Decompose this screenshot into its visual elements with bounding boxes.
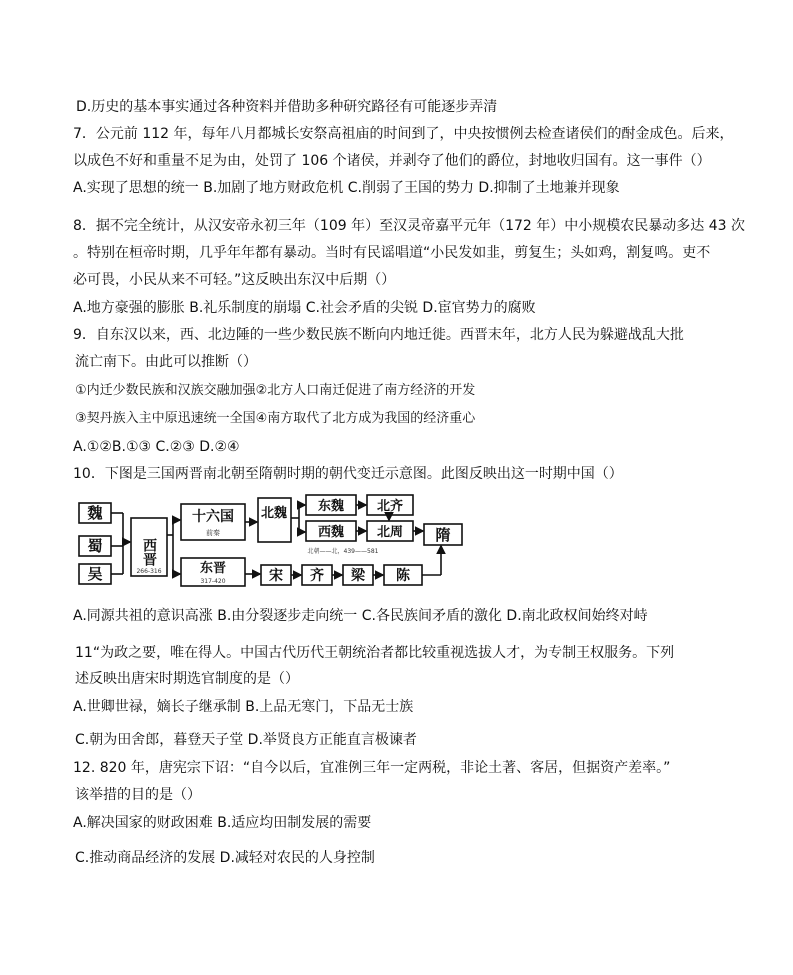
xijin-years: 266-316 [136, 568, 162, 575]
node-sui: 隋 [435, 526, 451, 544]
node-xijin: 西晋 [141, 538, 157, 566]
node-xiwei: 西魏 [317, 525, 345, 540]
q9-item-1: ①内迁少数民族和汉族交融加强②北方人口南迁促进了南方经济的开发 [75, 383, 476, 398]
q7-options: A.实现了思想的统一 B.加剧了地方财政危机 C.削弱了王国的势力 D.抑制了土地兼并现象 [73, 180, 620, 196]
node-beizhou: 北周 [376, 525, 404, 540]
q11-options-cd: C.朝为田舍郎，暮登天子堂 D.举贤良方正能直言极谏者 [75, 732, 417, 748]
node-beiqi: 北齐 [376, 499, 404, 514]
node-qi: 齐 [310, 568, 324, 584]
q11-line-2: 述反映出唐宋时期选官制度的是（） [75, 671, 299, 687]
q12-line-1: 12. 820 年，唐宪宗下诏：“自今以后，宜准例三年一定两税，非论土著、客居，但据资产差率。” [73, 760, 671, 776]
node-wei: 魏 [87, 504, 103, 522]
node-sixteen: 十六国 [192, 509, 234, 525]
q10-options: A.同源共祖的意识高涨 B.由分裂逐步走向统一 C.各民族间矛盾的激化 D.南北政权间始终对峙 [73, 608, 648, 624]
q7-line-2: 以成色不好和重量不足为由，处罚了 106 个诸侯，并剥夺了他们的爵位，封地收归国有。这一事件（） [73, 153, 711, 169]
q12-line-2: 该举措的目的是（） [75, 787, 201, 803]
node-chen: 陈 [396, 568, 410, 584]
q8-line-1: 8．据不完全统计，从汉安帝永初三年（109 年）至汉灵帝嘉平元年（172 年）中小规模农民暴动多达 43 次 [73, 218, 745, 234]
q9-item-2: ③契丹族入主中原迅速统一全国④南方取代了北方成为我国的经济重心 [75, 411, 476, 426]
q8-options: A.地方豪强的膨胀 B.礼乐制度的崩塌 C.社会矛盾的尖锐 D.宦官势力的腐败 [73, 300, 536, 316]
node-dongwei: 东魏 [317, 499, 345, 514]
node-liang: 梁 [351, 568, 365, 584]
q9-line-2: 流亡南下。由此可以推断（） [75, 354, 257, 370]
q9-options: A.①②B.①③ C.②③ D.②④ [73, 439, 240, 455]
dongjin-years: 317-420 [200, 578, 226, 585]
node-dongjin: 东晋 [199, 561, 227, 576]
q11-options-ab: A.世卿世禄，嫡长子继承制 B.上品无寒门，下品无士族 [73, 699, 414, 715]
dynasty-diagram [73, 490, 468, 592]
line-1: D.历史的基本事实通过各种资料并借助多种研究路径有可能逐步弄清 [76, 99, 498, 115]
q12-options-ab: A.解决国家的财政困难 B.适应均田制发展的需要 [73, 815, 372, 831]
sixteen-sub: 前秦 [206, 529, 220, 537]
node-song: 宋 [269, 568, 283, 584]
node-shu: 蜀 [87, 537, 103, 555]
q10-line-1: 10．下图是三国两晋南北朝至隋朝时期的朝代变迁示意图。此图反映出这一时期中国（） [73, 466, 623, 482]
q7-line-1: 7．公元前 112 年，每年八月都城长安祭高祖庙的时间到了，中央按惯例去检查诸侯们的酎金成色。后来， [73, 126, 734, 142]
beichao-note: 北朝——北，439——581 [307, 548, 379, 555]
node-beiwei: 北魏 [260, 506, 288, 521]
q9-line-1: 9．自东汉以来，西、北边陲的一些少数民族不断向内地迁徙。西晋末年，北方人民为躲避战乱大批 [73, 327, 684, 343]
q11-line-1: 11“为政之要，唯在得人。中国古代历代王朝统治者都比较重视选拔人才，为专制王权服务。下列 [75, 645, 675, 661]
q8-line-2: 。特别在桓帝时期，几乎年年都有暴动。当时有民谣唱道“小民发如韭，剪复生；头如鸡，割复鸣。吏不 [73, 245, 711, 261]
q8-line-3: 必可畏，小民从来不可轻。”这反映出东汉中后期（） [73, 272, 396, 288]
q12-options-cd: C.推动商品经济的发展 D.减轻对农民的人身控制 [75, 850, 375, 866]
node-wu: 吴 [87, 565, 103, 583]
